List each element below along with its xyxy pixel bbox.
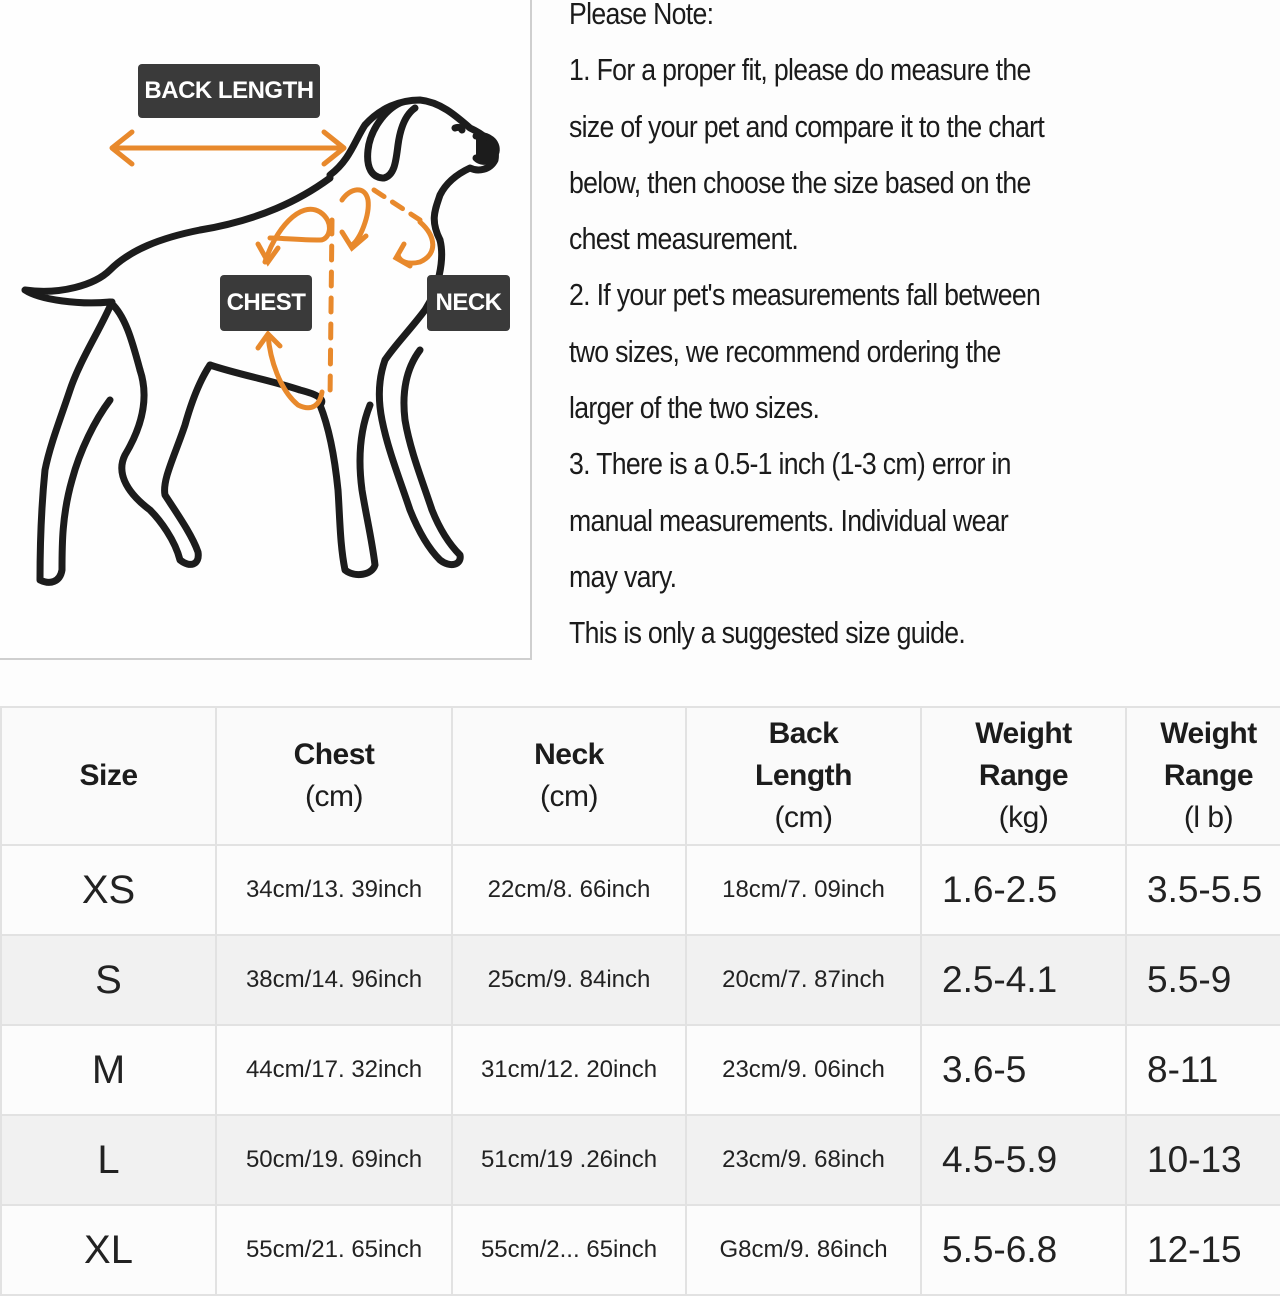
neck-cell: 31cm/12. 20inch — [452, 1025, 686, 1115]
weight-kg-cell: 2.5-4.1 — [921, 935, 1126, 1025]
weight-kg-cell: 5.5-6.8 — [921, 1205, 1126, 1295]
chest-cell: 38cm/14. 96inch — [216, 935, 452, 1025]
neck-measure-loop-icon — [342, 190, 433, 266]
table-header-row — [1, 707, 1280, 845]
note-line: size of your pet and compare it to the chart — [569, 108, 1045, 144]
neck-cell: 22cm/8. 66inch — [452, 845, 686, 935]
header-size: Size — [1, 707, 216, 845]
neck-label: NECK — [427, 275, 510, 331]
weight-lb-cell: 5.5-9 — [1126, 935, 1280, 1025]
size-chart-table — [0, 706, 1280, 1296]
chest-label: CHEST — [220, 275, 312, 331]
table-row — [1, 1115, 1280, 1205]
notes-title: Please Note: — [569, 0, 714, 31]
back-length-cell: G8cm/9. 86inch — [686, 1205, 921, 1295]
chest-cell: 55cm/21. 65inch — [216, 1205, 452, 1295]
chest-cell: 44cm/17. 32inch — [216, 1025, 452, 1115]
back-length-cell: 18cm/7. 09inch — [686, 845, 921, 935]
weight-lb-cell: 12-15 — [1126, 1205, 1280, 1295]
table-row — [1, 1205, 1280, 1295]
table-row — [1, 1025, 1280, 1115]
chest-cell: 50cm/19. 69inch — [216, 1115, 452, 1205]
size-cell: L — [1, 1115, 216, 1205]
back-length-label: BACK LENGTH — [138, 64, 320, 118]
header-chest: Chest (cm) — [216, 707, 452, 845]
back-length-cell: 20cm/7. 87inch — [686, 935, 921, 1025]
size-cell: M — [1, 1025, 216, 1115]
note-line: chest measurement. — [569, 221, 799, 257]
back-length-arrow-icon — [112, 132, 344, 164]
header-back-length: Back Length (cm) — [686, 707, 921, 845]
size-guide-notes — [569, 0, 1257, 662]
dog-measurement-diagram — [0, 0, 532, 660]
weight-kg-cell: 1.6-2.5 — [921, 845, 1126, 935]
note-line: This is only a suggested size guide. — [569, 615, 966, 651]
note-line: larger of the two sizes. — [569, 390, 820, 426]
header-neck: Neck (cm) — [452, 707, 686, 845]
note-line: 3. There is a 0.5-1 inch (1-3 cm) error in — [569, 446, 1011, 482]
neck-cell: 55cm/2... 65inch — [452, 1205, 686, 1295]
table-row — [1, 935, 1280, 1025]
weight-lb-cell: 10-13 — [1126, 1115, 1280, 1205]
note-line: below, then choose the size based on the — [569, 164, 1031, 200]
header-weight-lb: Weight Range (l b) — [1126, 707, 1280, 845]
weight-kg-cell: 3.6-5 — [921, 1025, 1126, 1115]
chest-cell: 34cm/13. 39inch — [216, 845, 452, 935]
weight-lb-cell: 8-11 — [1126, 1025, 1280, 1115]
header-weight-kg: Weight Range (kg) — [921, 707, 1126, 845]
neck-cell: 25cm/9. 84inch — [452, 935, 686, 1025]
size-cell: S — [1, 935, 216, 1025]
size-cell: XS — [1, 845, 216, 935]
neck-cell: 51cm/19 .26inch — [452, 1115, 686, 1205]
table-row — [1, 845, 1280, 935]
note-line: 2. If your pet's measurements fall between — [569, 277, 1041, 313]
note-line: two sizes, we recommend ordering the — [569, 333, 1001, 369]
back-length-cell: 23cm/9. 06inch — [686, 1025, 921, 1115]
weight-kg-cell: 4.5-5.9 — [921, 1115, 1126, 1205]
size-cell: XL — [1, 1205, 216, 1295]
note-line: may vary. — [569, 558, 677, 594]
back-length-cell: 23cm/9. 68inch — [686, 1115, 921, 1205]
note-line: 1. For a proper fit, please do measure the — [569, 52, 1031, 88]
note-line: manual measurements. Individual wear — [569, 502, 1009, 538]
weight-lb-cell: 3.5-5.5 — [1126, 845, 1280, 935]
